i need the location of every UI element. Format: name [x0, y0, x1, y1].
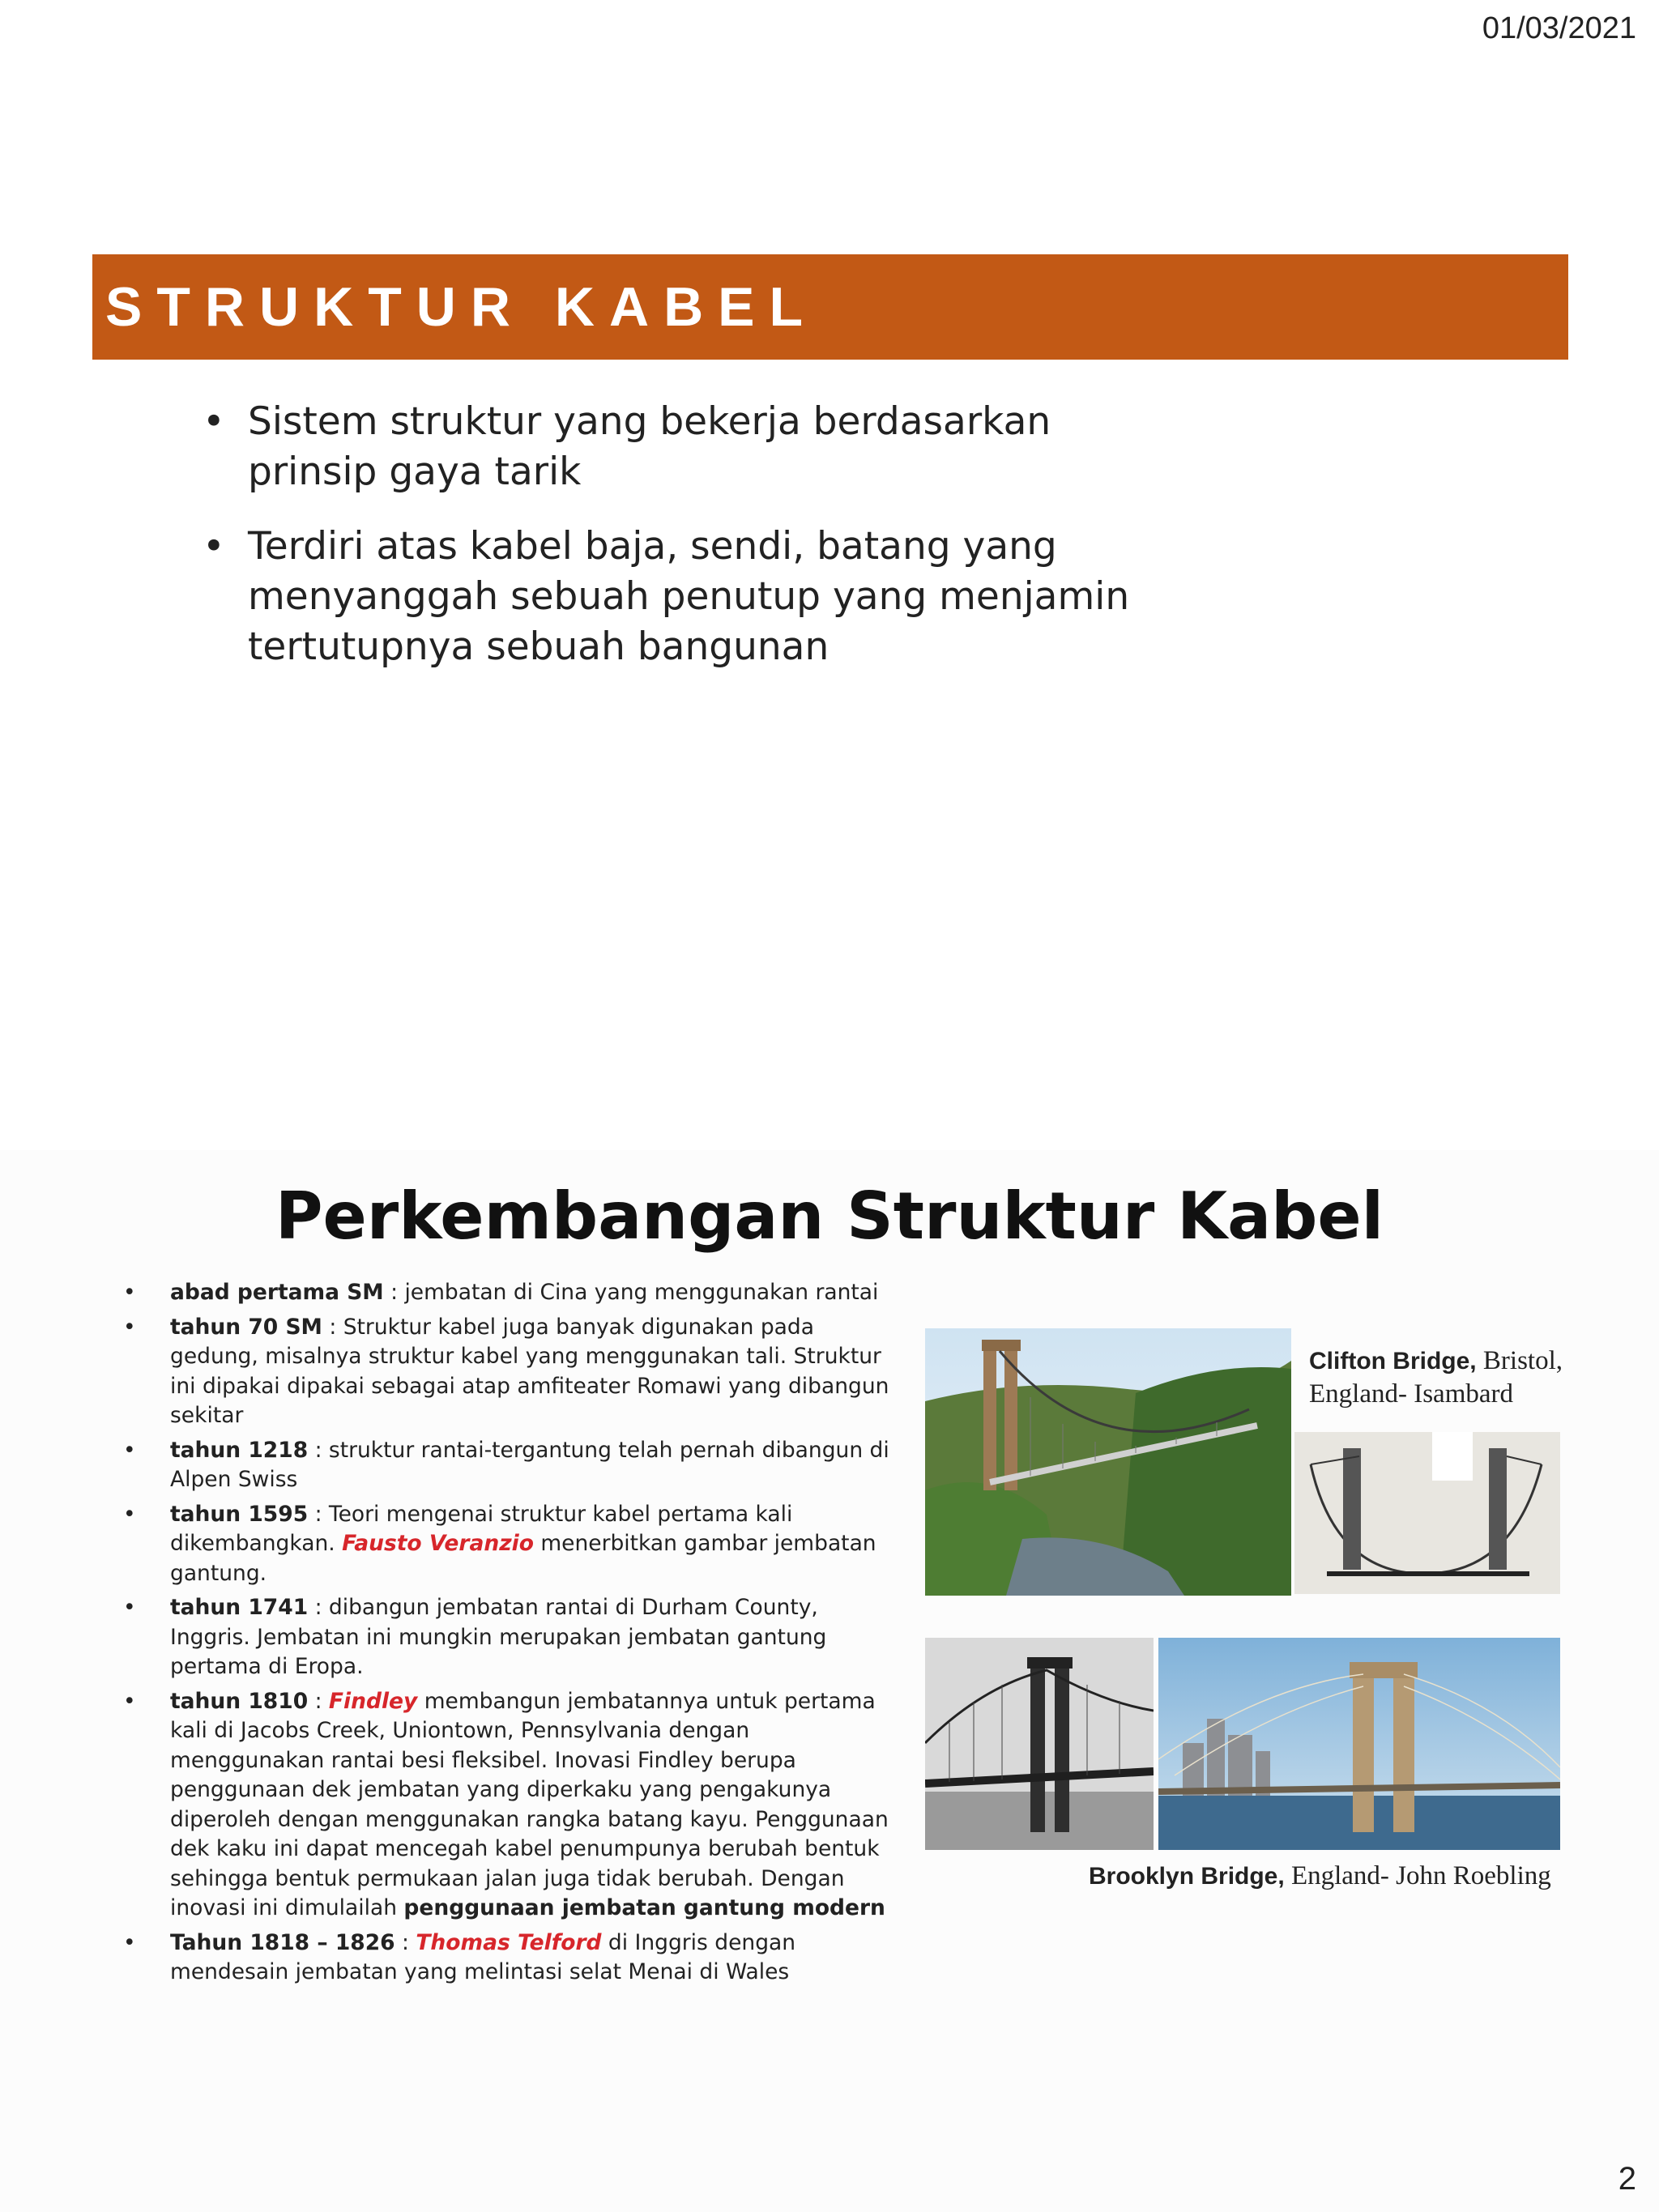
- history-item: • tahun 1595 : Teori mengenai struktur kabel pertama kali dikembangkan. Fausto Veranzio menerbitkan gambar jembatan gantung.: [123, 1501, 876, 1586]
- history-item: • tahun 70 SM : Struktur kabel juga banyak digunakan pada gedung, misalnya struktur kabel yang menggunakan tali. Struktur ini dipakai dipakai sebagai atap amfiteater Romawi yang dibangun sekitar: [123, 1314, 889, 1428]
- item-text: :: [394, 1929, 416, 1955]
- history-item: • tahun 1741 : dibangun jembatan rantai di Durham County, Inggris. Jembatan ini mungkin merupakan jembatan gantung pertama di Eropa.: [123, 1595, 827, 1679]
- old-suspension-bridge-photo: [925, 1638, 1154, 1850]
- item-text: : dibangun jembatan rantai di Durham County, Inggris. Jembatan ini mungkin merupakan jembatan gantung pertama di Eropa.: [170, 1595, 827, 1679]
- bullet-item: • Sistem struktur yang bekerja berdasarkan prinsip gaya tarik: [203, 399, 1051, 494]
- history-item: • abad pertama SM : jembatan di Cina yang menggunakan rantai: [123, 1280, 879, 1305]
- caption-bold: Brooklyn Bridge,: [1089, 1863, 1285, 1890]
- title-banner: [92, 254, 1568, 360]
- history-bullet-list: [122, 1278, 891, 1993]
- item-text: : Struktur kabel juga banyak digunakan pada gedung, misalnya struktur kabel yang menggunakan tali. Struktur ini dipakai dipakai sebagai atap amfiteater Romawi yang dibangun sekitar: [170, 1314, 889, 1428]
- item-text: di Inggris dengan mendesain jembatan yang melintasi selat Menai di Wales: [170, 1929, 796, 1984]
- section-heading: Perkembangan Struktur Kabel: [275, 1178, 1384, 1254]
- item-lead: tahun 1218: [170, 1437, 309, 1463]
- caption-text: Bristol,: [1476, 1346, 1563, 1375]
- item-text: : jembatan di Cina yang menggunakan rantai: [383, 1280, 879, 1305]
- item-lead: tahun 1741: [170, 1595, 309, 1620]
- date-label: 01/03/2021: [1482, 11, 1636, 45]
- history-item: • Tahun 1818 – 1826 : Thomas Telford di Inggris dengan mendesain jembatan yang melintasi selat Menai di Wales: [123, 1929, 796, 1984]
- highlighted-name: Fausto Veranzio: [342, 1531, 534, 1556]
- highlighted-name: Thomas Telford: [416, 1929, 602, 1955]
- highlighted-name: Findley: [328, 1688, 418, 1714]
- caption-bold: Clifton Bridge,: [1309, 1348, 1477, 1375]
- brooklyn-bridge-photo: [1158, 1638, 1560, 1850]
- intro-bullet-list: [203, 397, 1158, 697]
- bullet-text: Terdiri atas kabel baja, sendi, batang yang menyanggah sebuah penutup yang menjamin tertutupnya sebuah bangunan: [248, 524, 1130, 669]
- item-text: membangun jembatannya untuk pertama kali di Jacobs Creek, Uniontown, Pennsylvania dengan menggunakan rantai besi fleksibel. Inovasi Findley berupa penggunaan dek jembatan yang diperkaku yang pengakunya diperoleh dengan menggunakan rangka batang kayu. Penggunaan dek kaku ini dapat mencegah kabel penumpunya berubah bentuk sehingga bentuk permukaan jalan juga tidak berubah. Dengan inovasi ini dimulailah: [170, 1688, 889, 1920]
- slide-title: STRUKTUR KABEL: [105, 276, 818, 338]
- item-text: : Teori mengenai struktur kabel pertama kali dikembangkan.: [170, 1501, 793, 1556]
- brooklyn-bridge-caption: [1089, 1860, 1551, 1893]
- item-lead: Tahun 1818 – 1826: [170, 1929, 395, 1955]
- item-lead: abad pertama SM: [170, 1280, 384, 1305]
- item-lead: tahun 1595: [170, 1501, 309, 1527]
- caption-text: England- Isambard: [1309, 1379, 1513, 1409]
- bridge-sketch-image: [1294, 1432, 1560, 1594]
- caption-text: England- John Roebling: [1284, 1861, 1551, 1890]
- item-lead: tahun 70 SM: [170, 1314, 322, 1340]
- item-text: menerbitkan gambar jembatan gantung.: [170, 1531, 876, 1586]
- history-item: • tahun 1218 : struktur rantai-tergantung telah pernah dibangun di Alpen Swiss: [123, 1437, 889, 1492]
- bullet-item: • Terdiri atas kabel baja, sendi, batang yang menyanggah sebuah penutup yang menjamin tertutupnya sebuah bangunan: [203, 524, 1130, 669]
- item-bold-text: penggunaan jembatan gantung modern: [403, 1895, 885, 1920]
- page-number: 2: [1618, 2161, 1636, 2197]
- clifton-bridge-caption: [1309, 1345, 1563, 1411]
- bullet-text: Sistem struktur yang bekerja berdasarkan prinsip gaya tarik: [248, 399, 1051, 494]
- clifton-bridge-photo: [925, 1328, 1291, 1596]
- item-text: :: [308, 1688, 329, 1714]
- item-lead: tahun 1810: [170, 1688, 309, 1714]
- item-text: : struktur rantai-tergantung telah pernah dibangun di Alpen Swiss: [170, 1437, 889, 1492]
- history-item: • tahun 1810 : Findley membangun jembatannya untuk pertama kali di Jacobs Creek, Uniontown, Pennsylvania dengan menggunakan rantai besi fleksibel. Inovasi Findley berupa penggunaan dek jembatan yang diperkaku yang pengakunya diperoleh dengan menggunakan rangka batang kayu. Penggunaan dek kaku ini dapat mencegah kabel penumpunya berubah bentuk sehingga bentuk permukaan jalan juga tidak berubah. Dengan inovasi ini dimulailah penggunaan jembatan gantung modern: [123, 1688, 889, 1920]
